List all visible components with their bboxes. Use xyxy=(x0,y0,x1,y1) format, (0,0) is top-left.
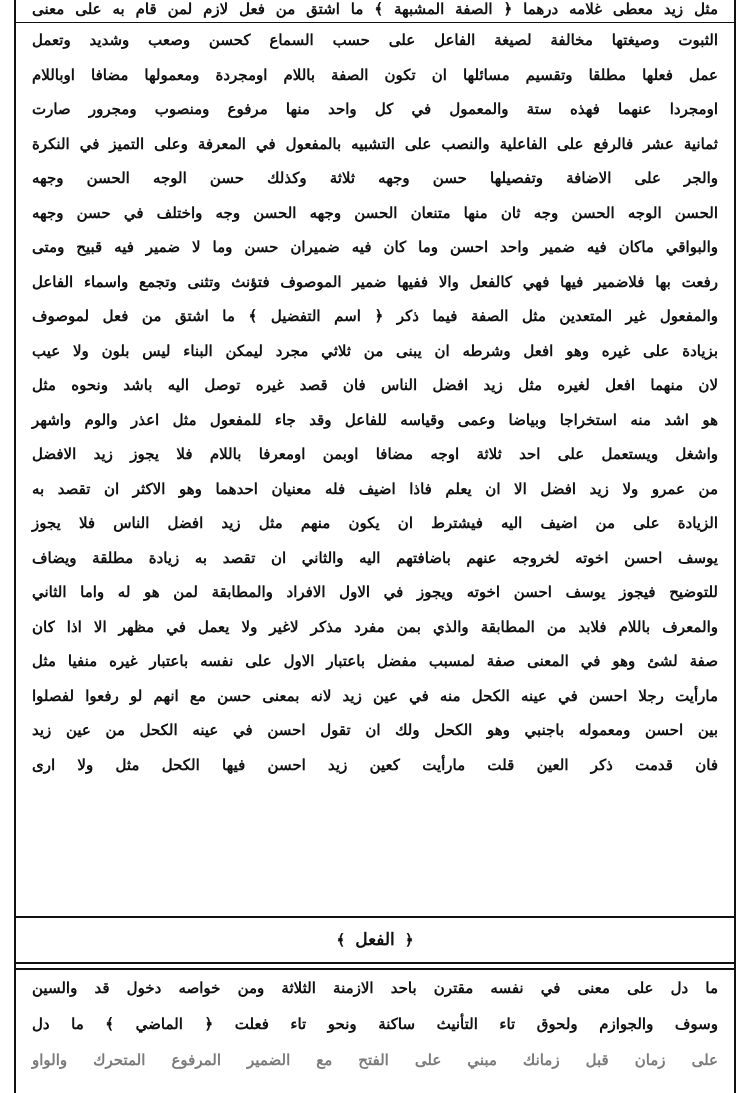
text-line: الحسن الوجه الحسن وجه ثان منها متنعان الحسن وجهه الحسن وجه واختلف في حسن وجهه xyxy=(32,203,718,222)
heading-rule-bottom xyxy=(16,962,734,964)
heading-rule-top xyxy=(16,916,734,918)
text-line: واشغل ويستعمل على احد ثلاثة اوجه مضافا اوبمن اومعرفا باللام فلا يجوز زيد الافضل xyxy=(32,445,718,463)
text-line: وسوف والجوازم ولحوق تاء التأنيث ساكنة ونحو تاء فعلت ﴿ الماضي ﴾ ما دل xyxy=(32,1015,718,1033)
text-line: رفعت بها فلاضمير فيها فهي كالفعل والا ففيها ضمير الموصوف فتؤنث وتثنى وتجمع واسماء الفاعل xyxy=(32,272,718,291)
text-line: فان قدمت ذكر العين قلت مارأيت كعين زيد احسن فيها الكحل مثل ولا ارى xyxy=(32,755,718,774)
text-line: ما دل على معنى في نفسه مقترن باحد الازمنة الثلاثة ومن خواصه دخول قد والسين xyxy=(32,979,718,997)
text-line: مثل زيد معطى غلامه درهما ﴿ الصفة المشبهة ﴾ ما اشتق من فعل لازم لمن قام به على معنى xyxy=(16,0,734,23)
text-line: على زمان قبل زمانك مبني على الفتح مع الضمير المرفوع المتحرك والواو xyxy=(32,1051,718,1069)
text-line: بين احسن ومعموله باجنبي وهو الكحل ولك ان تقول احسن في عينه الكحل من عين زيد xyxy=(32,721,718,739)
text-line: الثبوت وصيغتها مخالفة لصيغة الفاعل على حسب السماع كحسن وصعب وشديد وتعمل xyxy=(32,31,718,49)
text-line: اومجردا عنهما فهذه ستة والمعمول في كل واحد منها مرفوع ومنصوب ومجرور صارت xyxy=(32,100,718,118)
text-line: ثمانية عشر فالرفع على الفاعلية والنصب على التشبيه بالمفعول في المعرفة وعلى التميز في النكرة xyxy=(32,134,718,153)
section-title xyxy=(332,930,417,950)
text-line: والجر على الاضافة وتفصيلها حسن وجهه ثلاثة وكذلك حسن الوجه الحسن وجهه xyxy=(32,169,718,187)
text-line: للتوضيح فيجوز يوسف احسن اخوته ويجوز في الاول الافراد والمطابقة لمن هو له واما الثاني xyxy=(32,583,718,601)
ornament-bracket-close: ﴾ xyxy=(336,931,346,949)
section-body xyxy=(14,968,736,1093)
section-title-text: الفعل xyxy=(355,930,395,950)
text-line: لان منهما افعل لغيره مثل زيد افضل الناس فان قصد غيره توصل اليه باشد ونحوه مثل xyxy=(32,376,718,394)
text-line: والبواقي ماكان فيه ضمير واحد احسن وما كان فيه ضميران حسن وما لا ضمير فيه قبيح ومتى xyxy=(32,238,718,256)
text-line: يوسف احسن اخوته لخروجه عنهم باضافتهم اليه والثاني ان تقصد به زيادة مطلقة ويضاف xyxy=(32,548,718,567)
text-line: والمفعول غير المتعدين مثل الصفة فيما ذكر ﴿ اسم التفضيل ﴾ ما اشتق من فعل لموصوف xyxy=(32,307,718,325)
ornament-bracket-open: ﴿ xyxy=(404,931,414,949)
section-heading xyxy=(14,912,736,968)
text-line: عمل فعلها مطلقا وتقسيم مسائلها ان تكون الصفة باللام اومجردة ومعمولها مضافا اوباللام xyxy=(32,65,718,84)
text-line: مارأيت رجلا احسن في عينه الكحل منه في عين زيد لانه بمعنى حسن مع انهم لو رفعوا لفصلوا xyxy=(32,686,718,705)
text-line: من عمرو ولا زيد افضل الا ان يعلم فاذا اضيف فله معنيان احدهما وهو الاكثر ان تقصد به xyxy=(32,479,718,498)
text-line: والمعرف باللام فلابد من المطابقة والذي بمن مفرد مذكر لاغير ولا يعمل في مظهر الا اذا كان xyxy=(32,617,718,636)
text-line: صفة لشئ وهو في المعنى صفة لمسبب مفضل باعتبار الاول على نفسه باعتبار غيره منفيا مثل xyxy=(32,652,718,670)
text-line: بزيادة على غيره وهو افعل وشرطه ان يبنى من ثلاثي مجرد ليمكن البناء ليس بلون ولا عيب xyxy=(32,341,718,360)
text-line: هو اشد منه استخراجا وبياضا وعمى وقياسه للفاعل وقد جاء للمفعول مثل اعذر والوم واشهر xyxy=(32,410,718,429)
text-line: الزيادة على من اضيف اليه فيشترط ان يكون منهم مثل زيد افضل الناس فلا يجوز xyxy=(32,514,718,532)
main-text-block xyxy=(14,0,736,912)
